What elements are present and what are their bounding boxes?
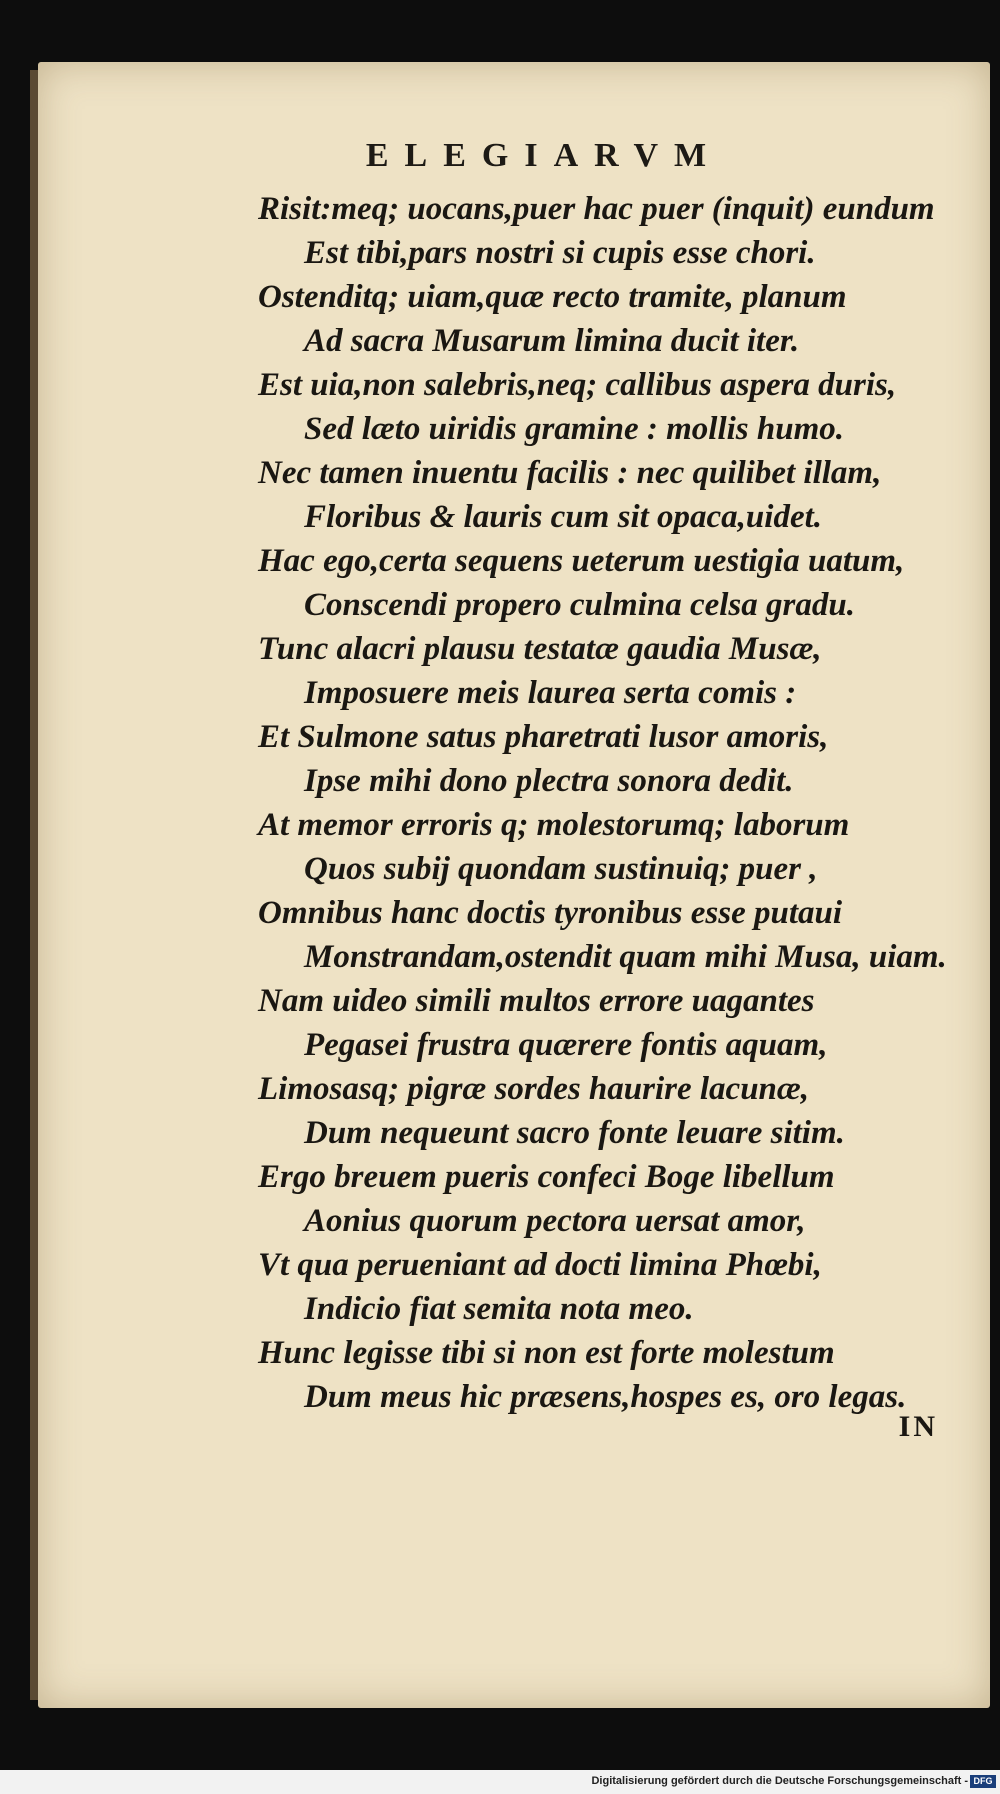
verse-line: Hunc legisse tibi si non est forte molestum [258, 1335, 835, 1371]
verse-line: Imposuere meis laurea serta comis : [304, 675, 797, 711]
verse-line: Dum nequeunt sacro fonte leuare sitim. [304, 1115, 845, 1151]
verse-line: Ostenditq; uiam,quæ recto tramite, planum [258, 279, 847, 315]
verse-line: Est tibi,pars nostri si cupis esse chori. [304, 235, 816, 271]
verse-line: Tunc alacri plausu testatæ gaudia Musæ, [258, 631, 822, 667]
verse-line: Pegasei frustra quærere fontis aquam, [304, 1027, 828, 1063]
verse-block [258, 187, 978, 1419]
verse-line: Monstrandam,ostendit quam mihi Musa, uiam. [304, 939, 947, 975]
verse-line: Floribus & lauris cum sit opaca,uidet. [304, 499, 823, 535]
verse-line: Nec tamen inuentu facilis : nec quilibet illam, [258, 455, 882, 491]
verse-line: Conscendi propero culmina celsa gradu. [304, 587, 855, 623]
footer-credit: Digitalisierung gefördert durch die Deutsche Forschungsgemeinschaft - [591, 1775, 968, 1787]
verse-line: Ergo breuem pueris confeci Boge libellum [258, 1159, 835, 1195]
verse-line: Nam uideo simili multos errore uagantes [258, 983, 815, 1019]
verse-line: Dum meus hic præsens,hospes es, oro legas. [304, 1379, 907, 1415]
verse-line: Vt qua perueniant ad docti limina Phœbi, [258, 1247, 822, 1283]
verse-line: At memor erroris q; molestorumq; laborum [258, 807, 850, 843]
dfg-logo: DFG [970, 1775, 996, 1788]
verse-line: Est uia,non salebris,neq; callibus aspera duris, [258, 367, 897, 403]
verse-line: Quos subij quondam sustinuiq; puer , [304, 851, 818, 887]
verse-line: Hac ego,certa sequens ueterum uestigia uatum, [258, 543, 905, 579]
running-head: ELEGIARVM [365, 137, 723, 174]
verse-line: Risit:meq; uocans,puer hac puer (inquit) eundum [258, 191, 935, 227]
book-page [38, 62, 990, 1708]
verse-line: Aonius quorum pectora uersat amor, [304, 1203, 806, 1239]
verse-line: Indicio fiat semita nota meo. [304, 1291, 694, 1327]
verse-line: Ad sacra Musarum limina ducit iter. [304, 323, 800, 359]
verse-line: Limosasq; pigræ sordes haurire lacunæ, [258, 1071, 809, 1107]
verse-line: Omnibus hanc doctis tyronibus esse putaui [258, 895, 843, 931]
verse-line: Ipse mihi dono plectra sonora dedit. [304, 763, 794, 799]
verse-line: Et Sulmone satus pharetrati lusor amoris, [258, 719, 829, 755]
verse-line: Sed læto uiridis gramine : mollis humo. [304, 411, 845, 447]
catchword: IN [898, 1410, 938, 1443]
